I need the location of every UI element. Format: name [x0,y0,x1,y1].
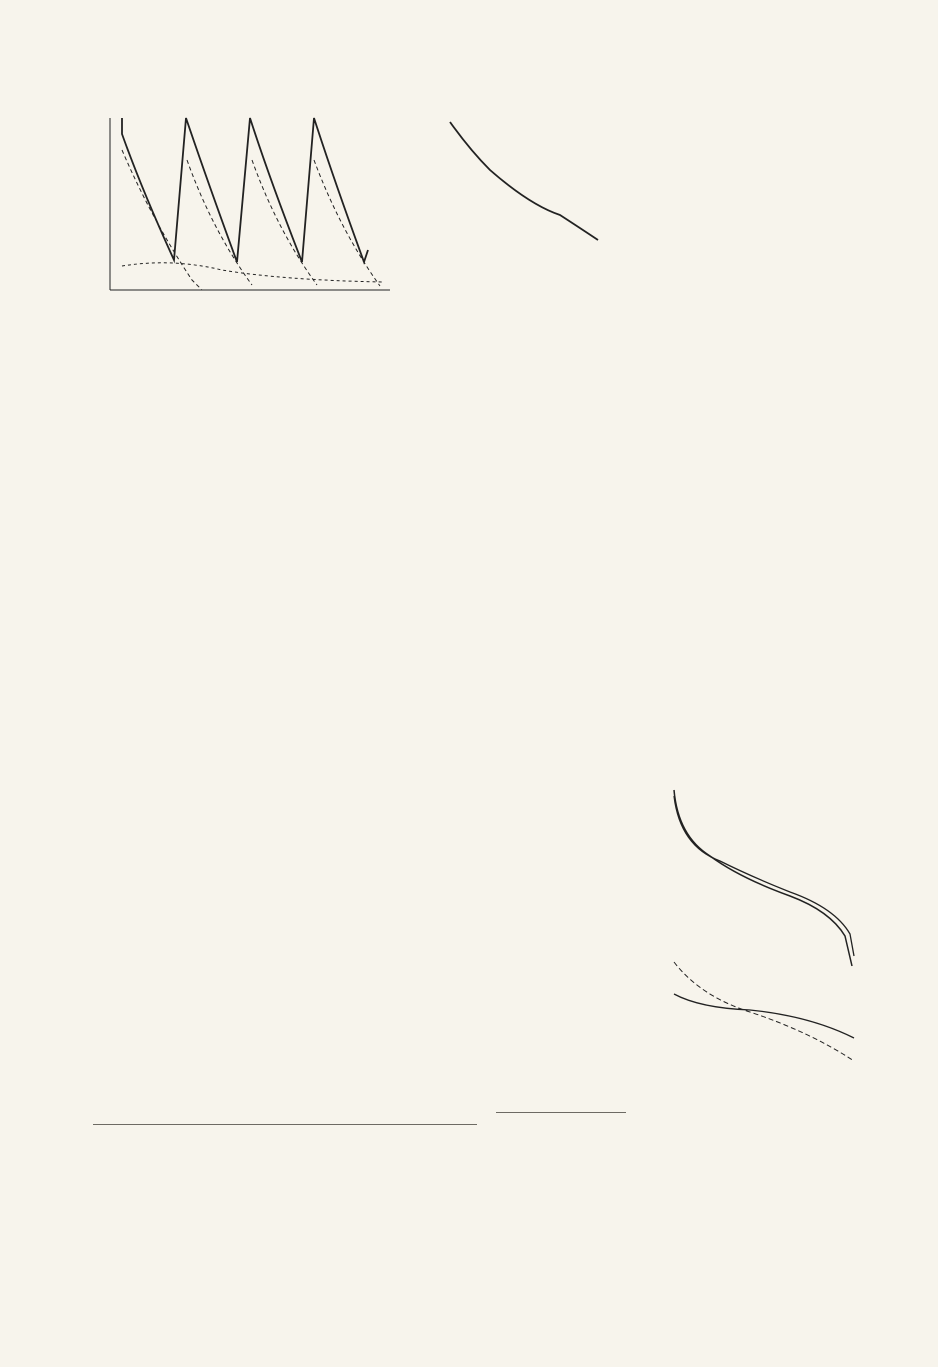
fig2-w-chart [410,90,610,322]
curve-II [187,160,252,285]
w-curve [450,122,598,240]
left-footnotes [93,1130,477,1131]
footnote6-rule [496,1112,626,1113]
curve-1 [674,790,852,966]
footnote-rule [93,1124,477,1125]
footnote-6 [496,1118,624,1119]
curve-base [122,263,382,282]
fig2-time-chart [82,90,412,318]
curve-4 [674,796,854,956]
curve-I [122,150,202,290]
fig3-chart [640,756,888,1086]
left-column [93,404,477,414]
curve-IV [314,160,380,286]
sigma-curve [122,118,368,262]
curve-III [252,160,317,285]
curve-3 [674,994,854,1038]
